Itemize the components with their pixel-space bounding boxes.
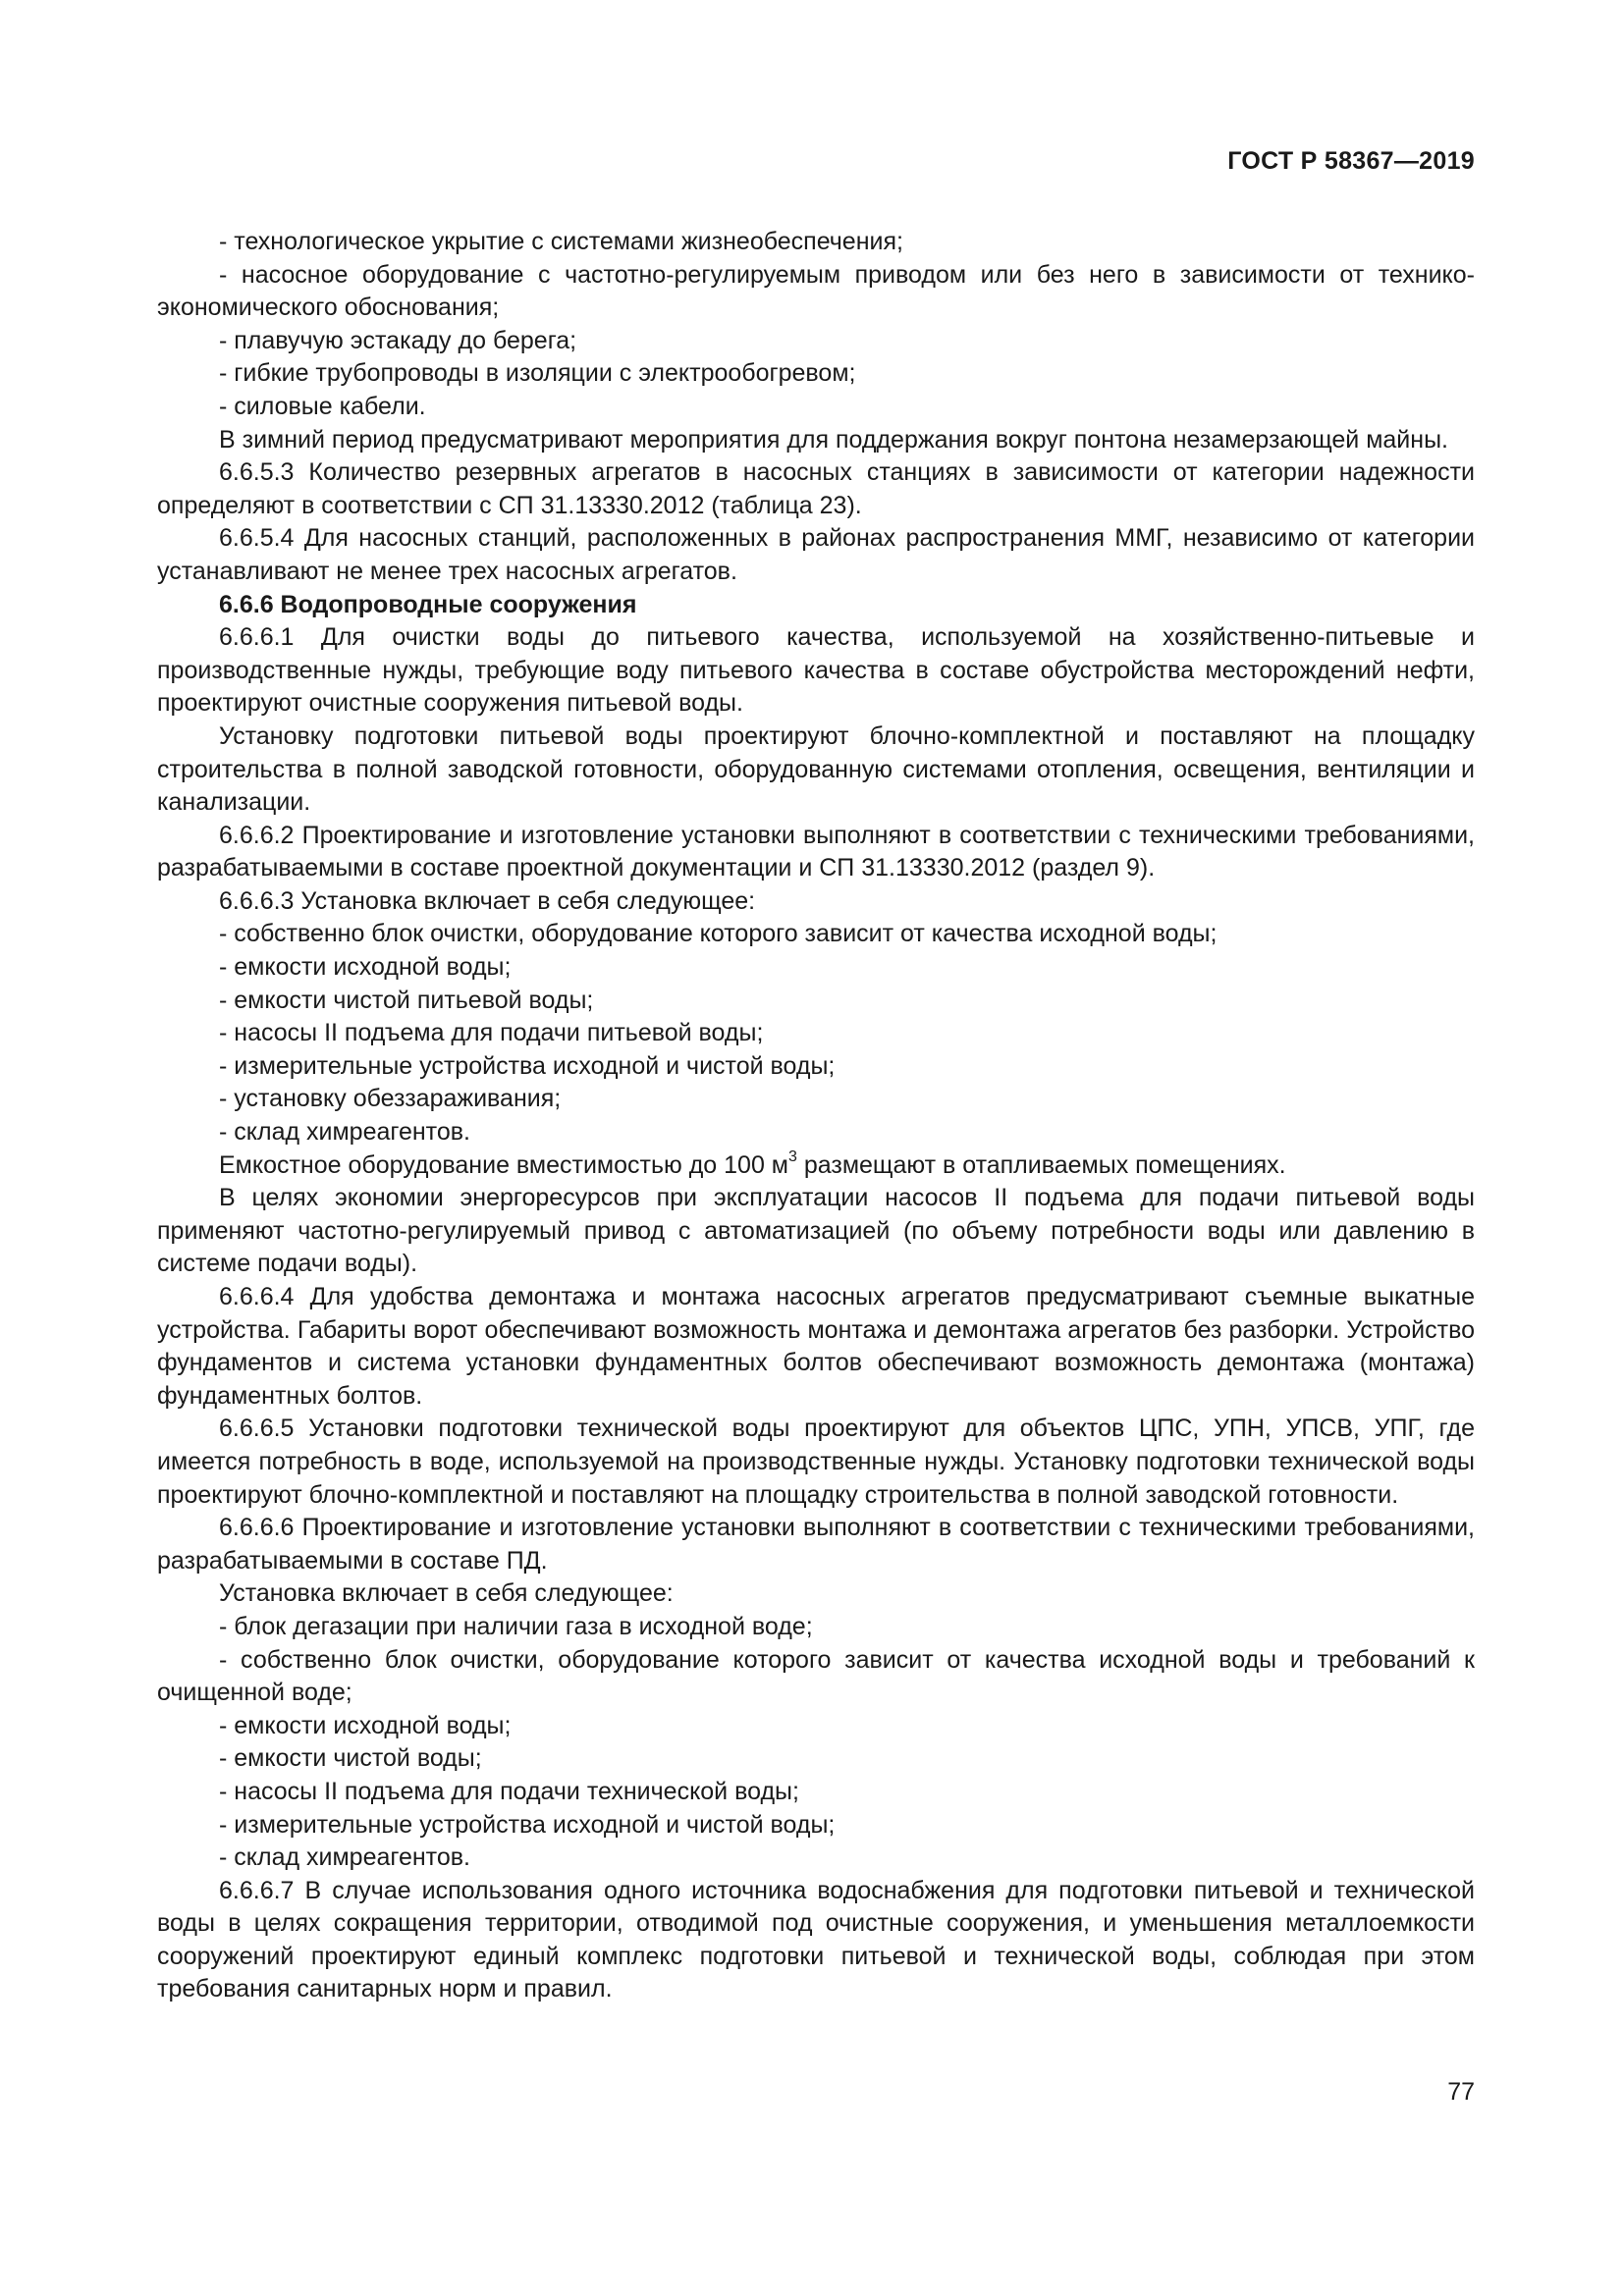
list-item: - емкости чистой воды;: [219, 1744, 482, 1773]
list-item: - установку обеззараживания;: [219, 1085, 562, 1113]
paragraph-volume-note: [157, 1149, 1475, 1183]
list-item: - емкости чистой питьевой воды;: [219, 986, 594, 1014]
list-item: - плавучую эстакаду до берега;: [219, 326, 577, 354]
paragraph: 6.6.6.4 Для удобства демонтажа и монтажа насосных агрегатов предусматривают съемные выкатные устройства. Габариты ворот обеспечивают возможность монтажа и демонтажа агрегатов без разборки. Устройство фундаментов и система установки фундаментных болтов обеспечивают возможность демонтажа (монтажа) фундаментных болтов.: [157, 1283, 1475, 1410]
paragraph: 6.6.6.1 Для очистки воды до питьевого качества, используемой на хозяйственно-питьевые и производственные нужды, требующие воду питьевого качества в составе обустройства месторождений нефти, проектируют очистные сооружения питьевой воды.: [157, 623, 1475, 718]
paragraph: 6.6.5.4 Для насосных станций, расположенных в районах распространения ММГ, независимо от категории устанавливают не менее трех насосных агрегатов.: [157, 524, 1475, 585]
list-item: - насосы II подъема для подачи технической воды;: [219, 1777, 799, 1805]
paragraph: В зимний период предусматривают мероприятия для поддержания вокруг понтона незамерзающей майны.: [219, 425, 1448, 454]
section-heading: 6.6.6 Водопроводные сооружения: [219, 590, 637, 618]
paragraph: 6.6.6.7 В случае использования одного источника водоснабжения для подготовки питьевой и технической воды в целях сокращения территории, отводимой под очистные сооружения, и уменьшения металлоемкости сооружений проектируют единый комплекс подготовки питьевой и технической воды, соблюдая при этом требования санитарных норм и правил.: [157, 1876, 1475, 2003]
list-item: - собственно блок очистки, оборудование которого зависит от качества исходной воды и требований к очищенной воде;: [157, 1645, 1475, 1707]
paragraph: 6.6.6.6 Проектирование и изготовление установки выполняют в соответствии с техническими требованиями, разрабатываемыми в составе ПД.: [157, 1514, 1475, 1575]
paragraph: Установку подготовки питьевой воды проектируют блочно-комплектной и поставляют на площадку строительства в полной заводской готовности, оборудованную системами отопления, освещения, вентиляции и канализации.: [157, 721, 1475, 817]
page-number: 77: [1447, 2078, 1475, 2106]
list-item: - собственно блок очистки, оборудование которого зависит от качества исходной воды;: [219, 920, 1218, 948]
list-item: - технологическое укрытие с системами жизнеобеспечения;: [219, 228, 903, 255]
volume-note-exponent: 3: [787, 1148, 797, 1166]
list-item: - емкости исходной воды;: [219, 953, 512, 982]
paragraph: 6.6.6.5 Установки подготовки технической воды проектируют для объектов ЦПС, УПН, УПСВ, УПГ, где имеется потребность в воде, используемой на производственные нужды. Установку подготовки технической воды проектируют блочно-комплектной и поставляют на площадку строительства в полной заводской готовности.: [157, 1415, 1475, 1509]
list-item: - склад химреагентов.: [219, 1118, 470, 1147]
standard-id-header: ГОСТ Р 58367—2019: [1227, 147, 1475, 175]
paragraph: В целях экономии энергоресурсов при эксплуатации насосов II подъема для подачи питьевой воды применяют частотно-регулируемый привод с автоматизацией (по объему потребности воды или давлению в системе подачи воды).: [157, 1184, 1475, 1278]
document-body: [157, 226, 1475, 2006]
list-item: - емкости исходной воды;: [219, 1711, 512, 1739]
list-item: - насосы II подъема для подачи питьевой воды;: [219, 1019, 764, 1047]
volume-note-suffix: размещают в отапливаемых помещениях.: [796, 1150, 1286, 1179]
list-item: - гибкие трубопроводы в изоляции с электрообогревом;: [219, 359, 856, 388]
list-item: - силовые кабели.: [219, 392, 426, 420]
paragraph: 6.6.5.3 Количество резервных агрегатов в насосных станциях в зависимости от категории надежности определяют в соответствии с СП 31.13330.2012 (таблица 23).: [157, 458, 1475, 519]
list-item: - блок дегазации при наличии газа в исходной воде;: [219, 1612, 813, 1640]
list-item: - измерительные устройства исходной и чистой воды;: [219, 1051, 836, 1080]
paragraph: 6.6.6.3 Установка включает в себя следующее:: [219, 886, 756, 915]
paragraph: 6.6.6.2 Проектирование и изготовление установки выполняют в соответствии с техническими требованиями, разрабатываемыми в составе проектной документации и СП 31.13330.2012 (раздел 9).: [157, 821, 1475, 882]
list-item: - измерительные устройства исходной и чистой воды;: [219, 1810, 836, 1839]
list-item: - склад химреагентов.: [219, 1843, 470, 1872]
list-item: - насосное оборудование с частотно-регулируемым приводом или без него в зависимости от технико-экономического обоснования;: [157, 260, 1475, 322]
volume-note-text: Емкостное оборудование вместимостью до 100 м: [219, 1150, 788, 1179]
paragraph: Установка включает в себя следующее:: [219, 1579, 674, 1608]
